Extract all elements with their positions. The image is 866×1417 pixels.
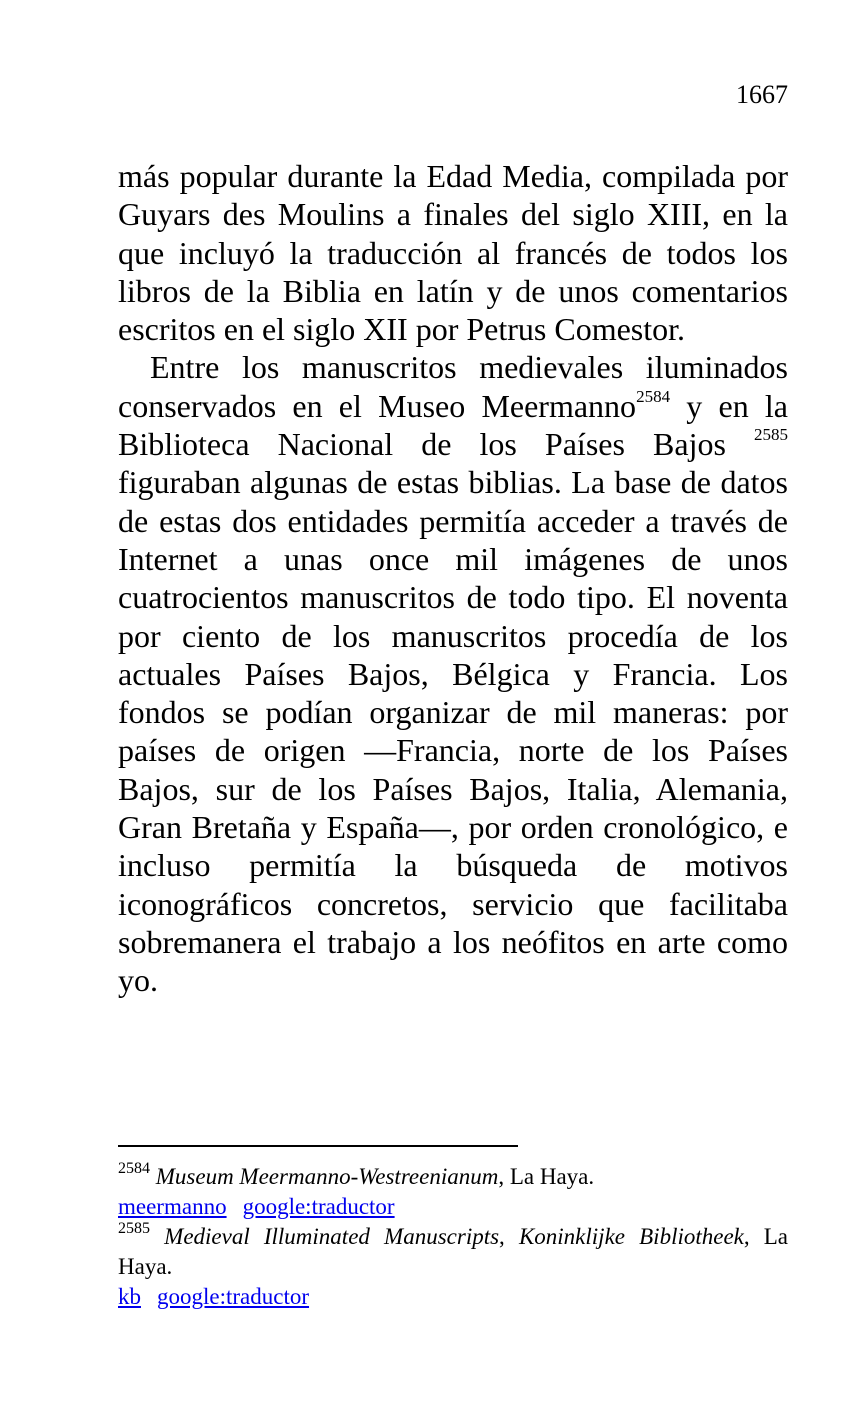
footnote-2585 — [118, 1222, 788, 1282]
footnote-number: 2584 — [118, 1160, 150, 1177]
footnote-2584-links — [118, 1192, 788, 1222]
body-text — [118, 157, 788, 1000]
link-google-traductor[interactable]: google:traductor — [242, 1194, 395, 1219]
footnotes — [118, 1162, 788, 1312]
footnote-title: Medieval Illuminated Manuscripts — [164, 1224, 500, 1249]
footnote-title: Museum Meermanno-Westreenianum — [155, 1164, 499, 1189]
paragraph-2-part-3: figuraban algunas de estas biblias. La base de datos de estas dos entidades permitía acceder a través de Internet a unas once mil imágenes de unos cuatrocientos manuscritos de todo tipo. El noventa por ciento de los manuscritos procedía de los actuales Países Bajos, Bélgica y Francia. Los fondos se podían organizar de mil maneras: por países de origen —Francia, norte de los Países Bajos, sur de los Países Bajos, Italia, Alemania, Gran Bretaña y España—, por orden cronológico, e incluso permitía la búsqueda de motivos iconográficos concretos, servicio que facilitaba sobremanera el trabajo a los neófitos en arte como yo. — [118, 464, 788, 999]
footnote-text: , La Haya. — [118, 1224, 789, 1279]
footnote-2584 — [118, 1162, 788, 1192]
link-kb[interactable]: kb — [118, 1284, 141, 1309]
footnote-separator — [118, 1145, 518, 1147]
paragraph-1: más popular durante la Edad Media, compilada por Guyars des Moulins a finales del siglo XIII, en la que incluyó la traducción al francés de todos los libros de la Biblia en latín y de unos comentarios escritos en el siglo XII por Petrus Comestor. — [118, 158, 788, 348]
link-meermanno[interactable]: meermanno — [118, 1194, 227, 1219]
footnote-title-2: Koninklijke Bibliotheek — [518, 1224, 744, 1249]
paragraph-2-part-2: y en la Biblioteca Nacional de los Países Bajos — [118, 387, 789, 463]
link-google-traductor[interactable]: google:traductor — [157, 1284, 310, 1309]
footnote-separator-text: , — [499, 1224, 519, 1249]
paragraph-2-part-1: Entre los manuscritos medievales iluminados conservados en el Museo Meermanno — [118, 349, 788, 424]
footnote-text: , La Haya. — [498, 1164, 595, 1189]
paragraph-2 — [118, 348, 788, 999]
footnote-ref-2585: 2585 — [754, 425, 788, 445]
footnote-number: 2585 — [118, 1220, 150, 1237]
footnote-ref-2584: 2584 — [636, 386, 671, 406]
page-number: 1667 — [736, 80, 788, 109]
footnote-2585-links — [118, 1282, 788, 1312]
